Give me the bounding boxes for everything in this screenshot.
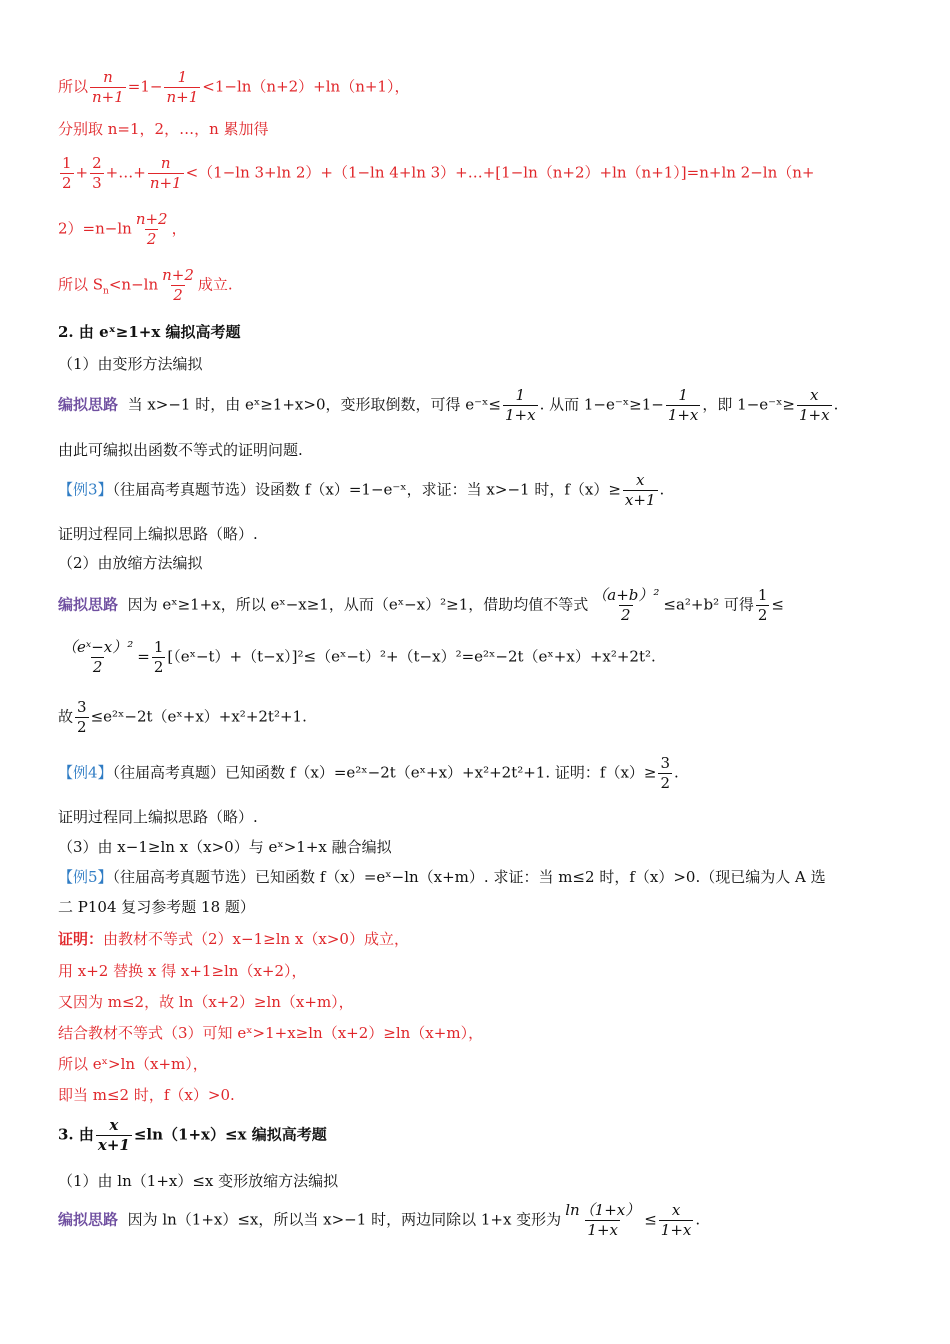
fraction: $\frac{1}{1+x}$: [504, 386, 536, 424]
fraction: $\frac{1}{2}$: [153, 638, 164, 676]
paragraph-2: 由此可编拟出函数不等式的证明问题.: [58, 441, 303, 459]
formula-line: $\frac{\text{（eˣ−x）²}}{2}$ = $\frac{1}{2}$ [（eˣ−t）+（t−x）]²≤（eˣ−t）²+（t−x）²=e²ˣ−2t（eˣ+x）+x²+2t².: [62, 638, 656, 676]
subsection-4: （1）由 ln（1+x）≤x 变形放缩方法编拟: [58, 1172, 339, 1190]
fraction: $\frac{1}{1+x}$: [667, 386, 699, 424]
fraction: $\frac{3}{2}$: [660, 754, 671, 792]
proof-6: 即当 m≤2 时，f（x）>0.: [58, 1086, 235, 1104]
fraction: $\frac{\text{（eˣ−x）²}}{2}$: [62, 638, 134, 676]
example-3: 【例3】（往届高考真题节选）设函数 f（x）=1−e⁻ˣ，求证：当 x>−1 时，f（x）≥ $\frac{x}{x+1}$ .: [58, 471, 665, 509]
paragraph-therefore: 故 $\frac{3}{2}$ ≤e²ˣ−2t（eˣ+x）+x²+2t²+1.: [58, 698, 307, 736]
example-label: 【例5】: [58, 868, 113, 886]
proof-3: 又因为 m≤2，故 ln（x+2）≥ln（x+m），: [58, 993, 354, 1011]
line-1: 所以 $\frac{n}{n+1}$ =1− $\frac{1}{n+1}$ <1−ln（n+2）+ln（n+1），: [58, 68, 410, 106]
idea-paragraph-1: 编拟思路 当 x>−1 时，由 eˣ≥1+x>0，变形取倒数，可得 e⁻ˣ≤ $\frac{1}{1+x}$ . 从而 1−e⁻ˣ≥1− $\frac{1}{1+x}$ ，即 1−e⁻ˣ≥ $\frac{x}{1+x}$ .: [58, 386, 839, 424]
line-2: 分别取 n=1，2，…，n 累加得: [58, 120, 269, 138]
paragraph-4: 证明过程同上编拟思路（略）.: [58, 808, 258, 826]
idea-paragraph-2: 编拟思路 因为 eˣ≥1+x，所以 eˣ−x≥1，从而（eˣ−x）²≥1，借助均值不等式 $\frac{\text{（a+b）²}}{2}$ ≤a²+b² 可得 $\frac{1}{2}$ ≤: [58, 586, 784, 624]
fraction: $\frac{\text{（a+b）²}}{2}$: [592, 586, 660, 624]
fraction: $\frac{\ln(1+x)}{1+x}$: [565, 1201, 641, 1239]
subsection-2: （2）由放缩方法编拟: [58, 554, 203, 572]
proof-1: 证明：由教材不等式（2）x−1≥ln x（x>0）成立，: [58, 930, 409, 948]
paragraph-3: 证明过程同上编拟思路（略）.: [58, 525, 258, 543]
fraction: $\frac{1}{n+1}$: [166, 68, 199, 106]
line-3: $\frac{1}{2}$ + $\frac{2}{3}$ +…+ $\frac{n}{n+1}$ <（1−ln 3+ln 2）+（1−ln 4+ln 3）+…+[1−ln（n+2）+ln（n+1）]=n+ln 2−ln（n+: [62, 154, 815, 192]
fraction: $\frac{2}{3}$: [92, 154, 102, 192]
fraction: $\frac{n+2}{2}$: [135, 210, 168, 248]
proof-5: 所以 eˣ>ln（x+m），: [58, 1055, 208, 1073]
fraction: $\frac{n}{n+1}$: [149, 154, 182, 192]
line-5: 所以 $S_n<n-\ln$ $\frac{n+2}{2}$ 成立.: [58, 266, 233, 304]
fraction: $\frac{x}{x+1}$: [97, 1116, 130, 1154]
example-5-cont: 二 P104 复习参考题 18 题）: [58, 898, 255, 916]
fraction: $\frac{n}{n+1}$: [92, 68, 124, 106]
example-label: 【例4】: [58, 763, 113, 782]
fraction: $\frac{n+2}{2}$: [162, 266, 194, 304]
section-heading-2: 2. 由 eˣ≥1+x 编拟高考题: [58, 323, 241, 341]
example-5: 【例5】（往届高考真题节选）已知函数 f（x）=eˣ−ln（x+m）. 求证：当 m≤2 时，f（x）>0.（现已编为人 A 选: [58, 868, 826, 886]
proof-4: 结合教材不等式（3）可知 eˣ>1+x≥ln（x+2）≥ln（x+m），: [58, 1024, 484, 1042]
section-heading-3: 3. 由 $\frac{x}{x+1}$ ≤ln（1+x）≤x 编拟高考题: [58, 1116, 327, 1154]
subsection-3: （3）由 x−1≥ln x（x>0）与 eˣ>1+x 融合编拟: [58, 838, 392, 856]
fraction: $\frac{3}{2}$: [77, 698, 87, 736]
fraction: $\frac{1}{2}$: [757, 586, 768, 624]
line-4: 2）=n−ln $\frac{n+2}{2}$ ，: [58, 210, 187, 248]
fraction: $\frac{x}{1+x}$: [660, 1201, 692, 1239]
fraction: $\frac{x}{x+1}$: [624, 471, 656, 509]
subsection-1: （1）由变形方法编拟: [58, 355, 203, 373]
proof-2: 用 x+2 替换 x 得 x+1≥ln（x+2），: [58, 962, 307, 980]
example-label: 【例3】: [58, 480, 113, 499]
example-4: 【例4】（往届高考真题）已知函数 f（x）=e²ˣ−2t（eˣ+x）+x²+2t²+1. 证明：f（x）≥ $\frac{3}{2}$ .: [58, 754, 679, 792]
idea-paragraph-3: 编拟思路 因为 ln（1+x）≤x，所以当 x>−1 时，两边同除以 1+x 变形为 $\frac{\ln(1+x)}{1+x}$ ≤ $\frac{x}{1+x}$ .: [58, 1201, 701, 1239]
fraction: $\frac{x}{1+x}$: [799, 386, 830, 424]
fraction: $\frac{1}{2}$: [62, 154, 72, 192]
